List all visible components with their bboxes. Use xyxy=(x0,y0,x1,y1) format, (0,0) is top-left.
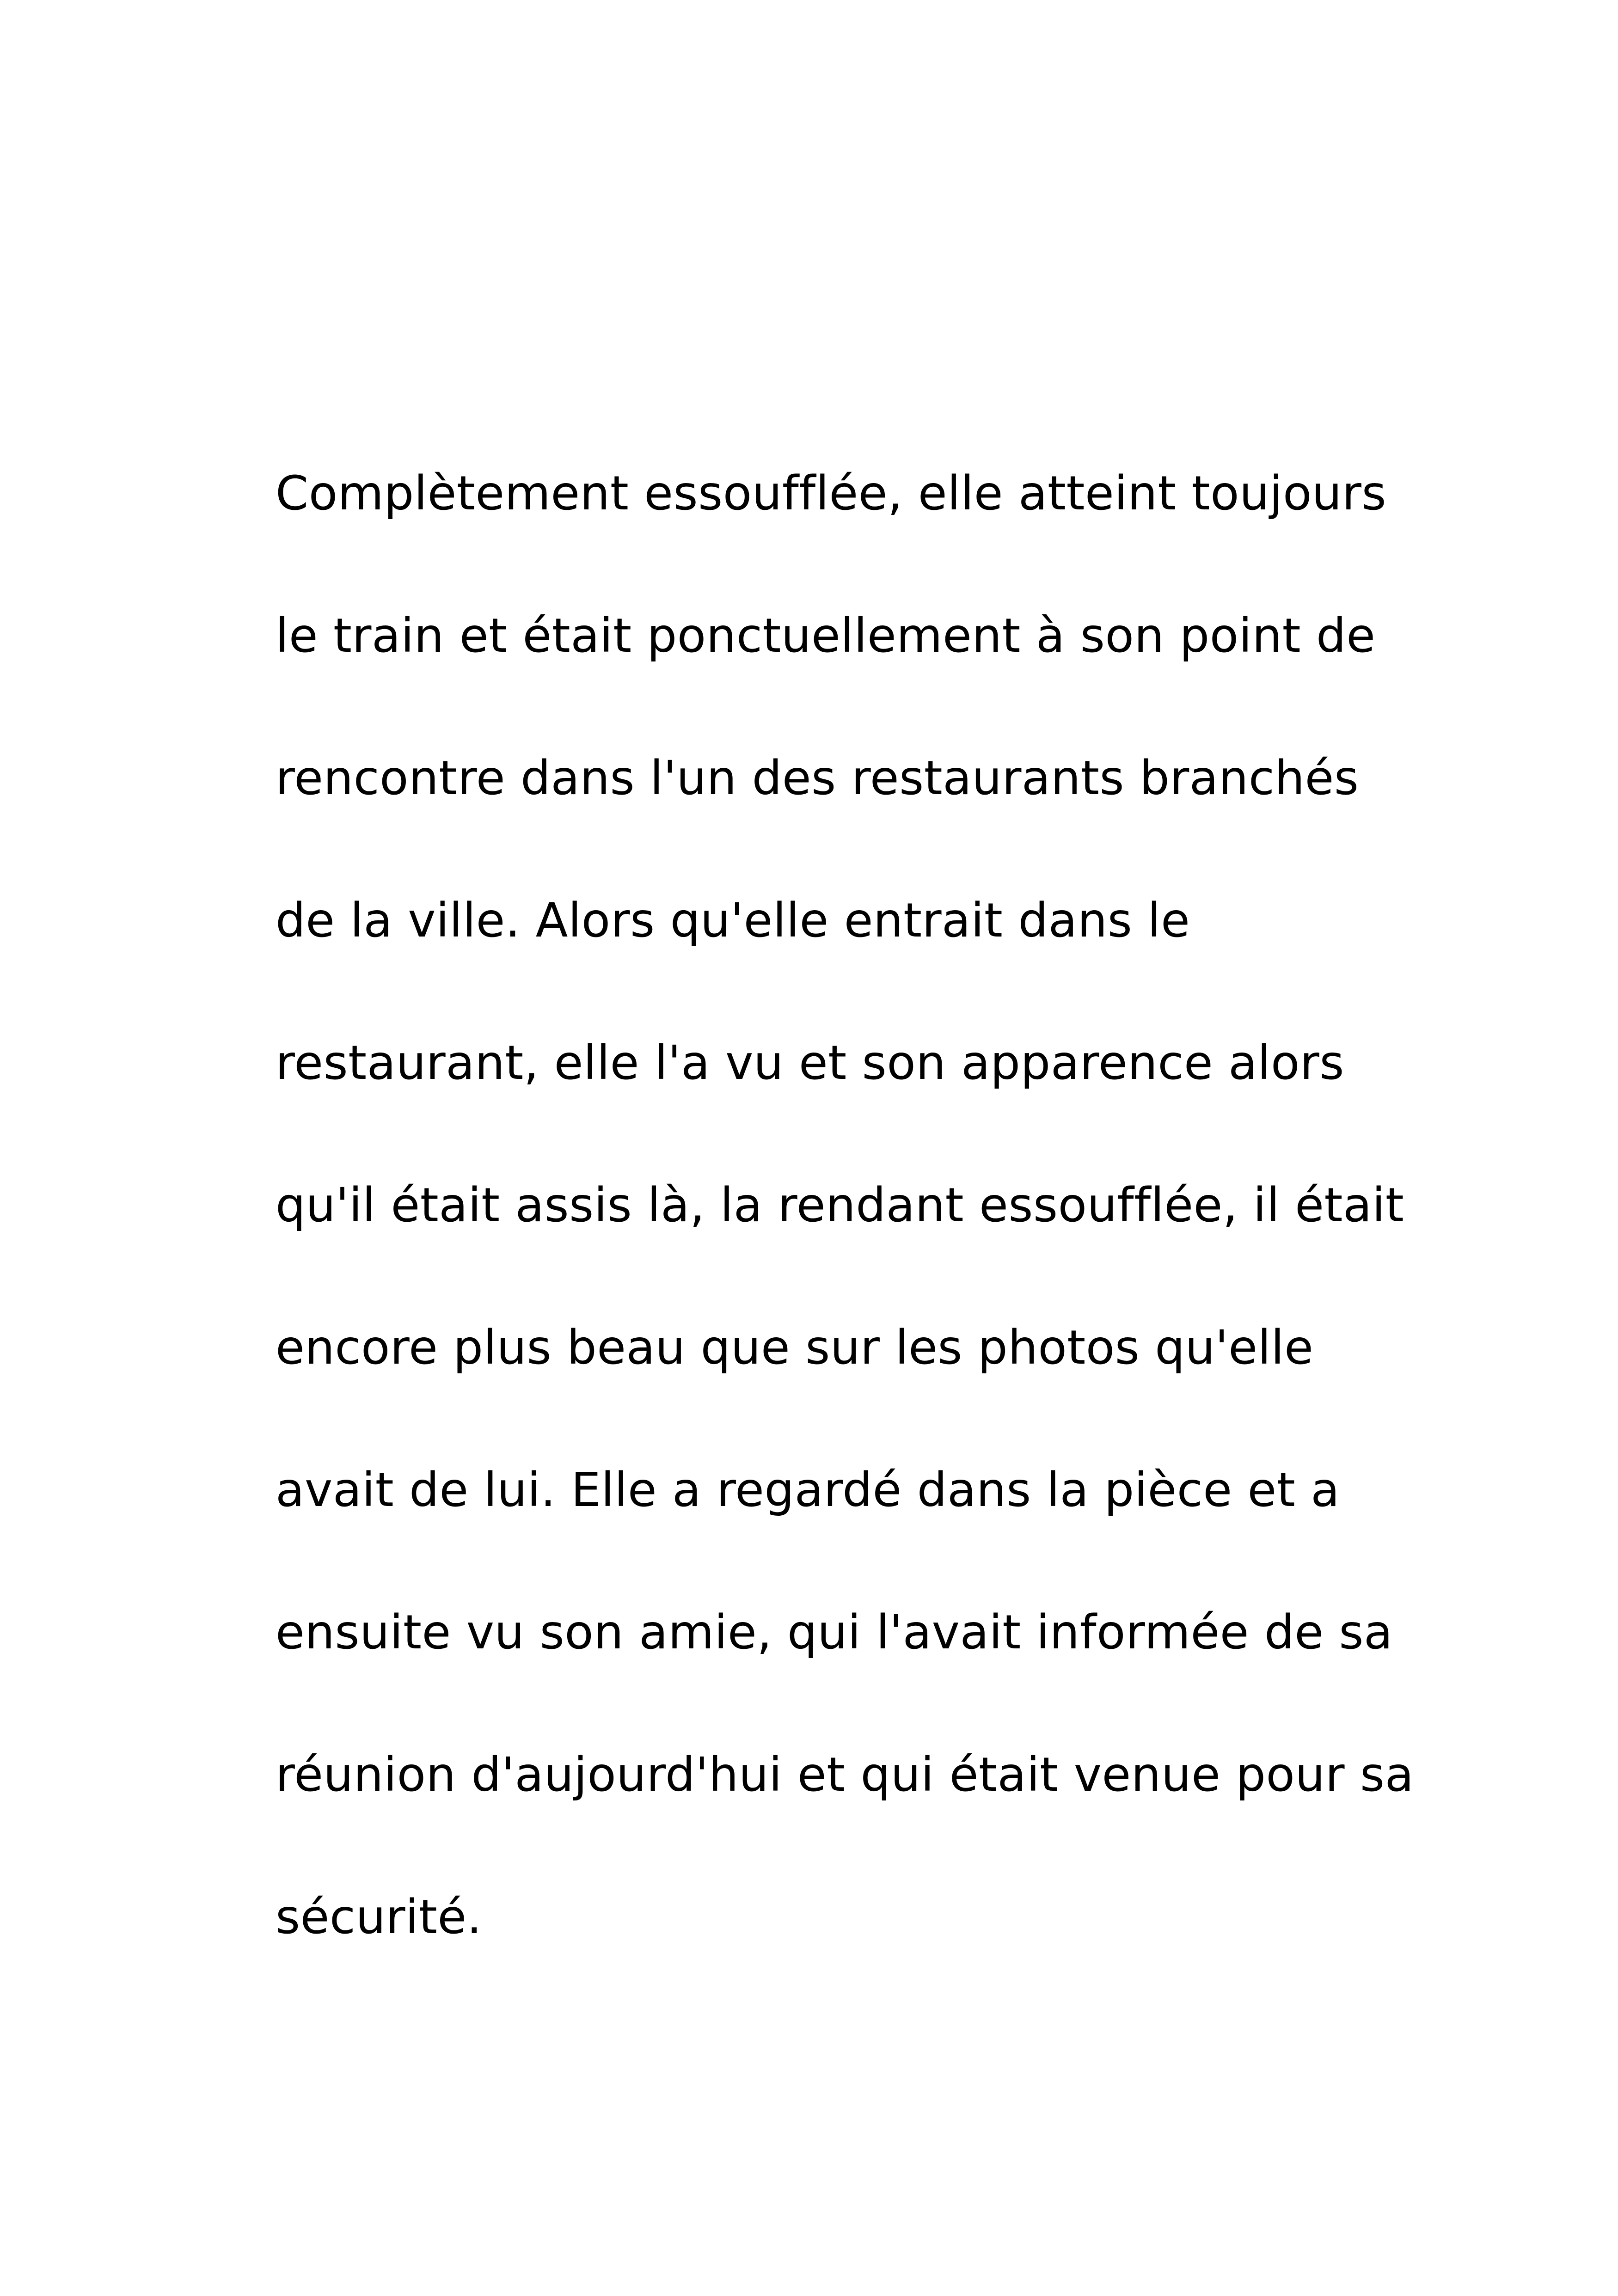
body-paragraph xyxy=(276,447,1477,2014)
text-line: encore plus beau que sur les photos qu'elle xyxy=(276,1320,1314,1375)
text-line: qu'il était assis là, la rendant essoufflée, il était xyxy=(276,1178,1404,1233)
text-line: ensuite vu son amie, qui l'avait informée de sa xyxy=(276,1605,1393,1660)
text-line: avait de lui. Elle a regardé dans la pièce et a xyxy=(276,1463,1340,1518)
text-line: le train et était ponctuellement à son point de xyxy=(276,608,1376,663)
text-line: Complètement essoufflée, elle atteint toujours xyxy=(276,466,1387,521)
text-line: restaurant, elle l'a vu et son apparence alors xyxy=(276,1035,1344,1090)
text-line: sécurité. xyxy=(276,1890,482,1945)
text-line: réunion d'aujourd'hui et qui était venue pour sa xyxy=(276,1747,1414,1802)
text-line: rencontre dans l'un des restaurants branchés xyxy=(276,751,1359,806)
text-line: de la ville. Alors qu'elle entrait dans le xyxy=(276,893,1190,948)
